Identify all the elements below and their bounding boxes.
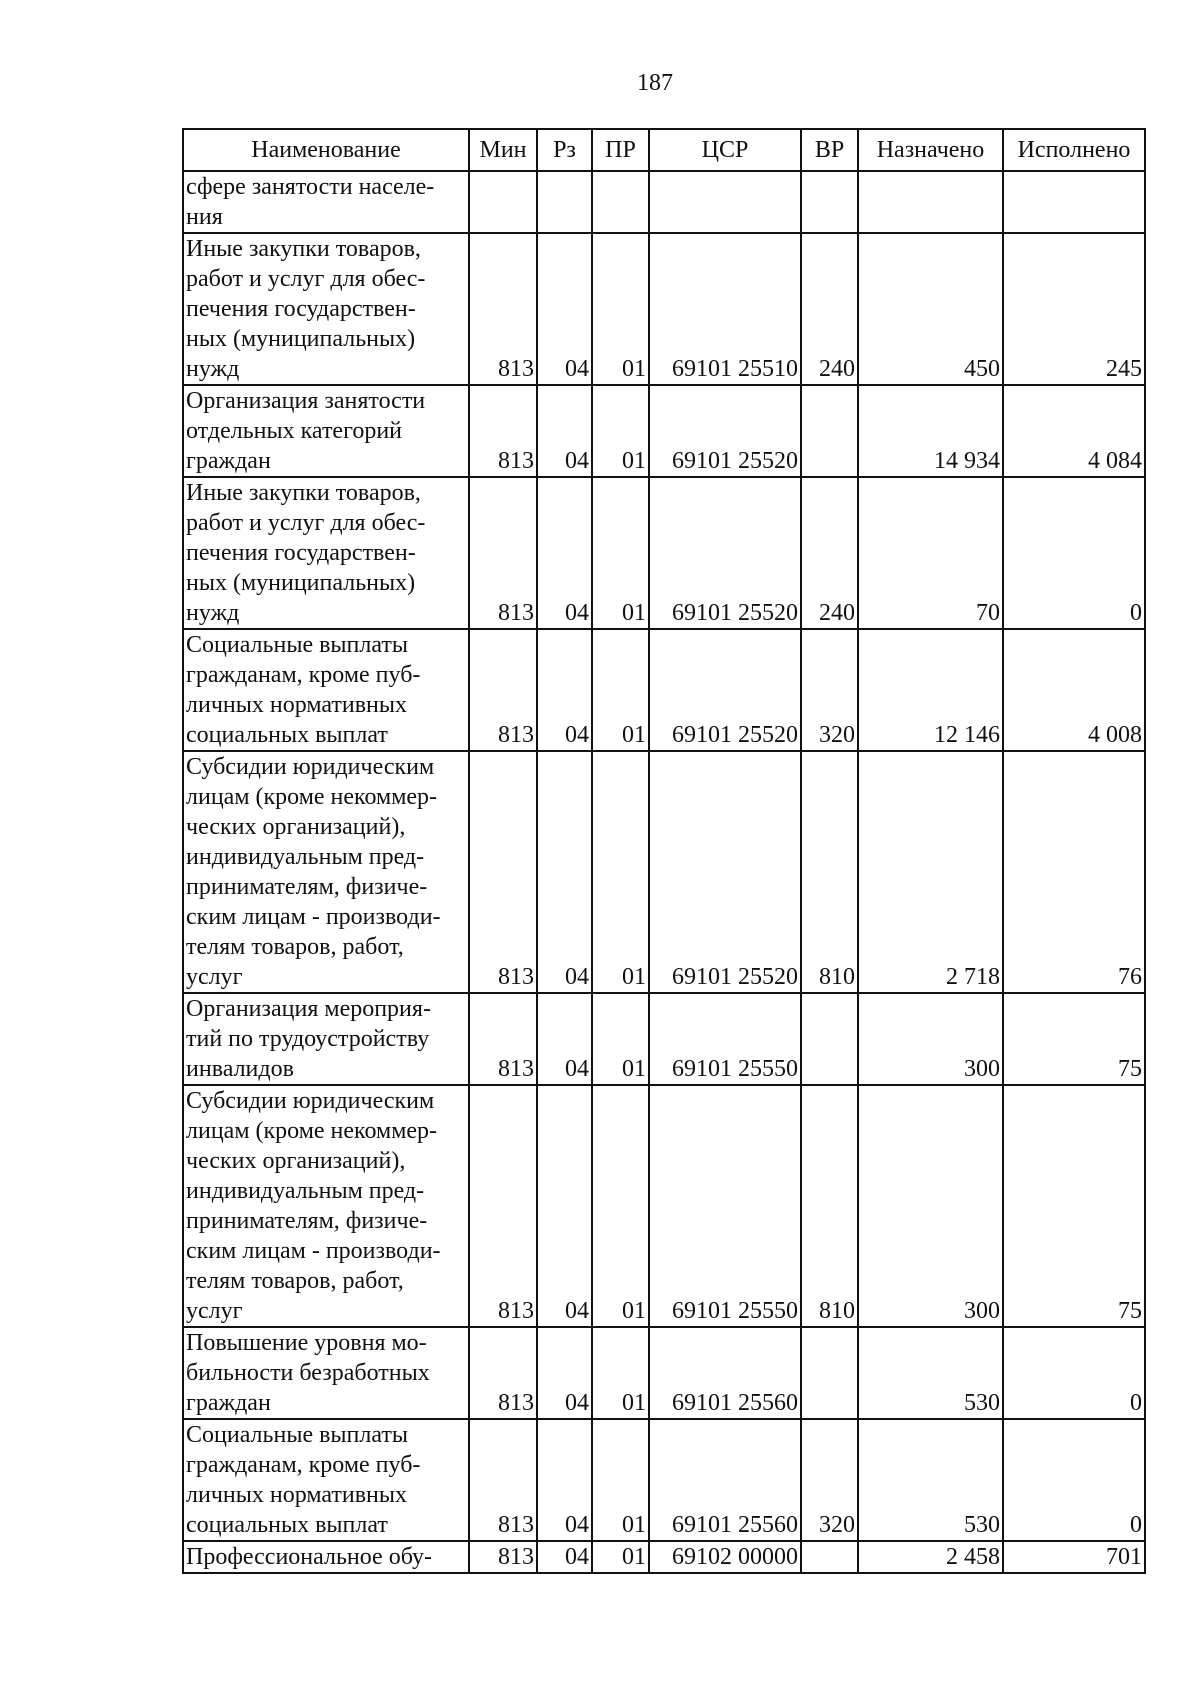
- cell-vr: 320: [801, 629, 858, 751]
- cell-ispolneno: 76: [1003, 751, 1145, 993]
- cell-pr: 01: [592, 1327, 649, 1419]
- table-row: [183, 385, 1145, 477]
- table-row: [183, 993, 1145, 1085]
- cell-csr: [649, 171, 801, 233]
- cell-naznacheno: 70: [858, 477, 1003, 629]
- cell-vr: [801, 385, 858, 477]
- table-row: [183, 233, 1145, 385]
- cell-csr: 69101 25520: [649, 477, 801, 629]
- cell-min: 813: [469, 1327, 537, 1419]
- cell-ispolneno: 0: [1003, 1419, 1145, 1541]
- cell-naznacheno: 300: [858, 993, 1003, 1085]
- table-row: [183, 477, 1145, 629]
- cell-ispolneno: 75: [1003, 1085, 1145, 1327]
- cell-naznacheno: 2 718: [858, 751, 1003, 993]
- cell-pr: 01: [592, 993, 649, 1085]
- cell-rz: 04: [537, 1541, 592, 1573]
- cell-naznacheno: 530: [858, 1419, 1003, 1541]
- table-row: [183, 171, 1145, 233]
- cell-name: Социальные выплаты гражданам, кроме пуб- личных нормативных социальных выплат: [183, 629, 469, 751]
- cell-min: 813: [469, 385, 537, 477]
- cell-min: 813: [469, 1419, 537, 1541]
- cell-pr: 01: [592, 477, 649, 629]
- cell-pr: 01: [592, 1419, 649, 1541]
- cell-rz: 04: [537, 233, 592, 385]
- cell-vr: 810: [801, 1085, 858, 1327]
- cell-ispolneno: 701: [1003, 1541, 1145, 1573]
- cell-ispolneno: 0: [1003, 477, 1145, 629]
- cell-name: Организация занятости отдельных категорий граждан: [183, 385, 469, 477]
- cell-rz: 04: [537, 1327, 592, 1419]
- cell-vr: 240: [801, 233, 858, 385]
- table-row: [183, 751, 1145, 993]
- cell-csr: 69101 25550: [649, 993, 801, 1085]
- cell-pr: 01: [592, 1541, 649, 1573]
- table-body: [183, 171, 1145, 1573]
- cell-ispolneno: 4 084: [1003, 385, 1145, 477]
- cell-name: Повышение уровня мо- бильности безработных граждан: [183, 1327, 469, 1419]
- cell-min: [469, 171, 537, 233]
- cell-ispolneno: 4 008: [1003, 629, 1145, 751]
- cell-name: Иные закупки товаров, работ и услуг для обес- печения государствен- ных (муниципальных) нужд: [183, 233, 469, 385]
- cell-name: Профессиональное обу-: [183, 1541, 469, 1573]
- cell-name: Организация мероприя- тий по трудоустройству инвалидов: [183, 993, 469, 1085]
- cell-name: Субсидии юридическим лицам (кроме некоммер- ческих организаций), индивидуальным пред- принимателям, физиче- ским лицам - производи- телям товаров, работ, услуг: [183, 751, 469, 993]
- cell-rz: 04: [537, 1419, 592, 1541]
- cell-vr: [801, 993, 858, 1085]
- cell-ispolneno: 75: [1003, 993, 1145, 1085]
- cell-vr: 240: [801, 477, 858, 629]
- table-row: [183, 1541, 1145, 1573]
- cell-csr: 69101 25550: [649, 1085, 801, 1327]
- cell-ispolneno: [1003, 171, 1145, 233]
- cell-vr: 320: [801, 1419, 858, 1541]
- cell-csr: 69101 25520: [649, 629, 801, 751]
- cell-name: Социальные выплаты гражданам, кроме пуб- личных нормативных социальных выплат: [183, 1419, 469, 1541]
- header-min: Мин: [469, 129, 537, 171]
- table-header-row: [183, 129, 1145, 171]
- cell-name: Иные закупки товаров, работ и услуг для обес- печения государствен- ных (муниципальных) нужд: [183, 477, 469, 629]
- cell-min: 813: [469, 233, 537, 385]
- cell-naznacheno: 2 458: [858, 1541, 1003, 1573]
- cell-csr: 69101 25560: [649, 1419, 801, 1541]
- cell-rz: 04: [537, 477, 592, 629]
- cell-min: 813: [469, 477, 537, 629]
- page-number: 187: [637, 70, 673, 96]
- cell-naznacheno: 530: [858, 1327, 1003, 1419]
- cell-naznacheno: 12 146: [858, 629, 1003, 751]
- cell-pr: 01: [592, 233, 649, 385]
- header-ispolneno: Исполнено: [1003, 129, 1145, 171]
- cell-rz: 04: [537, 751, 592, 993]
- header-rz: Рз: [537, 129, 592, 171]
- cell-csr: 69101 25560: [649, 1327, 801, 1419]
- cell-csr: 69101 25520: [649, 751, 801, 993]
- cell-min: 813: [469, 629, 537, 751]
- cell-min: 813: [469, 993, 537, 1085]
- cell-pr: 01: [592, 751, 649, 993]
- cell-vr: [801, 171, 858, 233]
- cell-vr: [801, 1541, 858, 1573]
- cell-naznacheno: 450: [858, 233, 1003, 385]
- cell-name: Субсидии юридическим лицам (кроме некоммер- ческих организаций), индивидуальным пред- принимателям, физиче- ским лицам - производи- телям товаров, работ, услуг: [183, 1085, 469, 1327]
- table-row: [183, 629, 1145, 751]
- cell-rz: 04: [537, 385, 592, 477]
- table-row: [183, 1327, 1145, 1419]
- cell-csr: 69101 25510: [649, 233, 801, 385]
- cell-rz: 04: [537, 993, 592, 1085]
- cell-ispolneno: 0: [1003, 1327, 1145, 1419]
- cell-rz: 04: [537, 629, 592, 751]
- table-row: [183, 1419, 1145, 1541]
- cell-min: 813: [469, 751, 537, 993]
- cell-pr: 01: [592, 629, 649, 751]
- header-name: Наименование: [183, 129, 469, 171]
- budget-table: [182, 128, 1146, 1574]
- cell-pr: [592, 171, 649, 233]
- cell-csr: 69101 25520: [649, 385, 801, 477]
- cell-pr: 01: [592, 1085, 649, 1327]
- cell-ispolneno: 245: [1003, 233, 1145, 385]
- cell-min: 813: [469, 1541, 537, 1573]
- header-csr: ЦСР: [649, 129, 801, 171]
- table-row: [183, 1085, 1145, 1327]
- cell-name: сфере занятости населе- ния: [183, 171, 469, 233]
- cell-naznacheno: 300: [858, 1085, 1003, 1327]
- header-vr: ВР: [801, 129, 858, 171]
- cell-rz: 04: [537, 1085, 592, 1327]
- cell-vr: [801, 1327, 858, 1419]
- cell-min: 813: [469, 1085, 537, 1327]
- cell-csr: 69102 00000: [649, 1541, 801, 1573]
- cell-vr: 810: [801, 751, 858, 993]
- cell-naznacheno: [858, 171, 1003, 233]
- cell-rz: [537, 171, 592, 233]
- header-naznacheno: Назначено: [858, 129, 1003, 171]
- cell-naznacheno: 14 934: [858, 385, 1003, 477]
- cell-pr: 01: [592, 385, 649, 477]
- header-pr: ПР: [592, 129, 649, 171]
